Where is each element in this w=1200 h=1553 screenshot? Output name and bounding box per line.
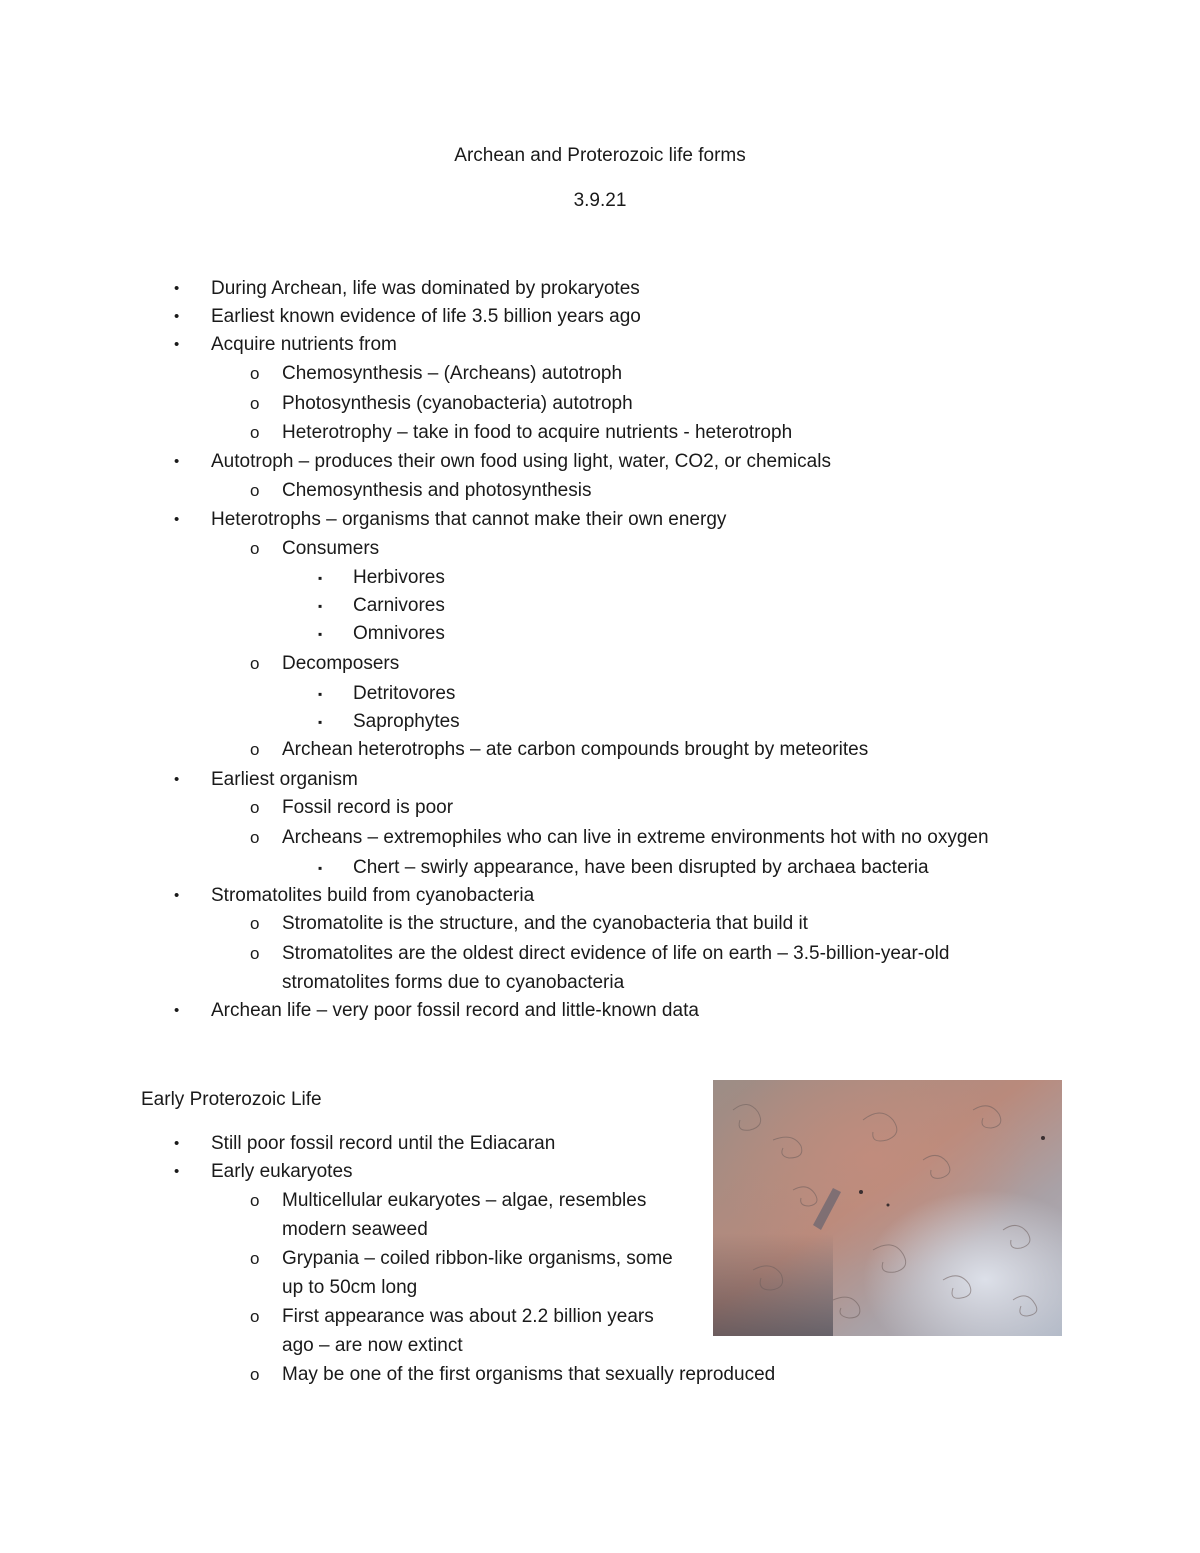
list-item-text: First appearance was about 2.2 billion years [282, 1306, 654, 1327]
bullet-marker: o [250, 394, 260, 413]
document-title: Archean and Proterozoic life forms [454, 145, 746, 166]
list-item-text: Archeans – extremophiles who can live in extreme environments hot with no oxygen [282, 827, 989, 848]
list-item-text: Heterotrophy – take in food to acquire nutrients - heterotroph [282, 422, 793, 443]
list-item-text: Earliest organism [211, 769, 358, 790]
bullet-marker: • [174, 771, 180, 788]
bullet-marker: o [250, 1191, 260, 1210]
list-item-text: Grypania – coiled ribbon-like organisms, some [282, 1248, 673, 1269]
list-item-text: Archean life – very poor fossil record and little-known data [211, 1000, 699, 1021]
bullet-marker: ▪ [318, 571, 323, 585]
list-item-text: Autotroph – produces their own food using light, water, CO2, or chemicals [211, 451, 831, 472]
bullet-marker: o [250, 740, 260, 759]
bullet-marker: o [250, 481, 260, 500]
bullet-marker: • [174, 511, 180, 528]
list-item-text: Stromatolites are the oldest direct evidence of life on earth – 3.5-billion-year-old [282, 943, 950, 964]
grypania-fossil-photo [713, 1080, 1062, 1336]
bullet-marker: • [174, 887, 180, 904]
bullet-marker: • [174, 1135, 180, 1152]
list-item-text: modern seaweed [282, 1219, 428, 1240]
bullet-marker: o [250, 654, 260, 673]
bullet-marker: o [250, 364, 260, 383]
bullet-marker: • [174, 1002, 180, 1019]
list-item-text: Carnivores [353, 595, 445, 616]
section-heading: Early Proterozoic Life [141, 1089, 322, 1110]
list-item-text: Stromatolites build from cyanobacteria [211, 885, 535, 906]
list-item-text: During Archean, life was dominated by prokaryotes [211, 278, 640, 299]
bullet-marker: o [250, 1365, 260, 1384]
list-item-text: Earliest known evidence of life 3.5 billion years ago [211, 306, 641, 327]
list-item-text: stromatolites forms due to cyanobacteria [282, 972, 625, 993]
list-item-text: Early eukaryotes [211, 1161, 353, 1182]
bullet-marker: ▪ [318, 861, 323, 875]
list-item-text: Chemosynthesis – (Archeans) autotroph [282, 363, 623, 384]
list-item-text: Herbivores [353, 567, 445, 588]
bullet-marker: • [174, 453, 180, 470]
bullet-marker: o [250, 914, 260, 933]
list-item-text: Acquire nutrients from [211, 334, 397, 355]
bullet-marker: o [250, 798, 260, 817]
list-item-text: Photosynthesis (cyanobacteria) autotroph [282, 393, 633, 414]
bullet-marker: • [174, 280, 180, 297]
bullet-marker: o [250, 828, 260, 847]
bullet-marker: ▪ [318, 599, 323, 613]
list-item-text: Consumers [282, 538, 380, 559]
list-item-text: Chemosynthesis and photosynthesis [282, 480, 592, 501]
bullet-marker: o [250, 539, 260, 558]
bullet-marker: ▪ [318, 715, 323, 729]
list-item-text: Saprophytes [353, 711, 460, 732]
list-item-text: May be one of the first organisms that sexually reproduced [282, 1364, 776, 1385]
bullet-marker: o [250, 423, 260, 442]
list-item-text: Omnivores [353, 623, 445, 644]
list-item-text: Detritovores [353, 683, 456, 704]
bullet-marker: • [174, 1163, 180, 1180]
list-item-text: Chert – swirly appearance, have been disrupted by archaea bacteria [353, 857, 929, 878]
list-item-text: Heterotrophs – organisms that cannot make their own energy [211, 509, 727, 530]
bullet-marker: ▪ [318, 627, 323, 641]
bullet-marker: • [174, 308, 180, 325]
list-item-text: ago – are now extinct [282, 1335, 463, 1356]
bullet-marker: ▪ [318, 687, 323, 701]
list-item-text: Stromatolite is the structure, and the cyanobacteria that build it [282, 913, 808, 934]
bullet-marker: o [250, 1249, 260, 1268]
list-item-text: Multicellular eukaryotes – algae, resembles [282, 1190, 647, 1211]
list-item-text: up to 50cm long [282, 1277, 418, 1298]
bullet-marker: • [174, 336, 180, 353]
list-item-text: Still poor fossil record until the Ediacaran [211, 1133, 556, 1154]
list-item-text: Fossil record is poor [282, 797, 454, 818]
list-item-text: Archean heterotrophs – ate carbon compounds brought by meteorites [282, 739, 869, 760]
bullet-marker: o [250, 1307, 260, 1326]
list-item-text: Decomposers [282, 653, 400, 674]
bullet-marker: o [250, 944, 260, 963]
document-date: 3.9.21 [573, 190, 627, 211]
